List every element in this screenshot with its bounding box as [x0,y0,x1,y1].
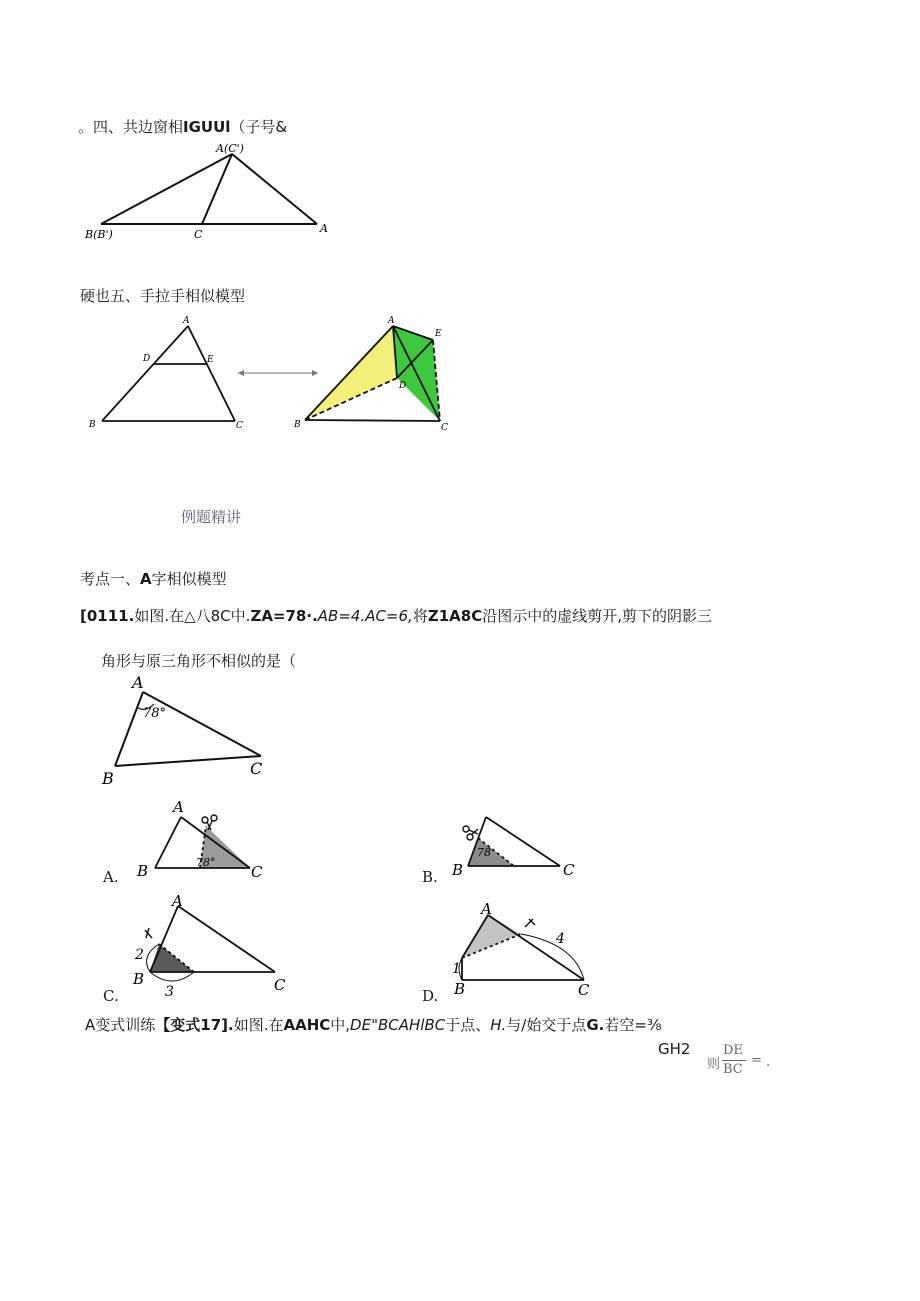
left-label-e: E [207,355,214,365]
main-label-a: A [132,673,144,692]
problem-line1: [0111.如图.在△八8C中.ZA=78·.AB=4.AC=6,将Z1A8C沿图示中的虚线剪开,剪下的阴影三 [80,607,712,625]
right-label-b: B [294,420,301,430]
section5-title: 硬也五、手拉手相似模型 [80,287,246,305]
left-label-c: C [236,421,243,431]
left-label-d: D [143,354,151,364]
opt-d-label-1: 1 [452,961,461,977]
main-label-b: B [102,769,114,788]
opt-b-label-c: C [563,861,575,879]
label-c: C [194,228,203,241]
label-a2: A [320,222,328,235]
left-label-a: A [183,316,190,326]
opt-d-label-b: B [454,980,466,998]
opt-c-label-2: 2 [135,947,144,963]
opt-a-label-a: A [173,798,184,816]
label-b-b-prime: B(B') [85,228,113,241]
opt-d-label-c: C [578,981,590,999]
opt-c-label-c: C [274,976,286,994]
opt-d-label-a: A [481,900,492,918]
main-label-c: C [250,759,263,778]
opt-d-label-4: 4 [556,931,565,947]
right-label-a: A [388,316,395,326]
right-label-e: E [435,329,442,339]
option-a-letter[interactable]: A. [103,868,119,886]
label-a-c-prime: A(C') [216,142,244,155]
point1-heading: 考点一、A字相似模型 [80,570,227,588]
problem-line2: 角形与原三角形不相似的是（ [101,652,297,670]
right-label-d: D [399,381,407,391]
example-heading: 例题精讲 [181,508,242,526]
right-label-c: C [441,423,448,433]
scissors-icon [525,919,535,927]
opt-a-label-b: B [137,862,149,880]
opt-a-label-angle: 78° [196,856,216,869]
left-label-b: B [89,420,96,430]
opt-b-label-angle: 78 [477,846,491,859]
opt-c-label-b: B [133,970,145,988]
option-c-letter[interactable]: C. [103,987,119,1005]
main-label-angle: 78° [143,706,167,721]
variant-line: A变式训练【变式17].如图.在AAHC中,DE"BCAHlBC于点、H.与/始交于点G.若空=⅜ [85,1016,662,1034]
section4-title: 。四、共边窗相IGUUl（子号& [78,118,288,136]
variant-gh-denominator: GH2 [658,1040,691,1058]
opt-c-label-3: 3 [165,984,174,1000]
option-b-letter[interactable]: B. [422,868,438,886]
opt-c-label-a: A [172,892,183,910]
option-d-letter[interactable]: D. [422,987,439,1005]
opt-b-label-b: B [452,861,464,879]
section4-title-bold: IGUUl [183,118,231,136]
opt-a-label-c: C [251,863,263,881]
